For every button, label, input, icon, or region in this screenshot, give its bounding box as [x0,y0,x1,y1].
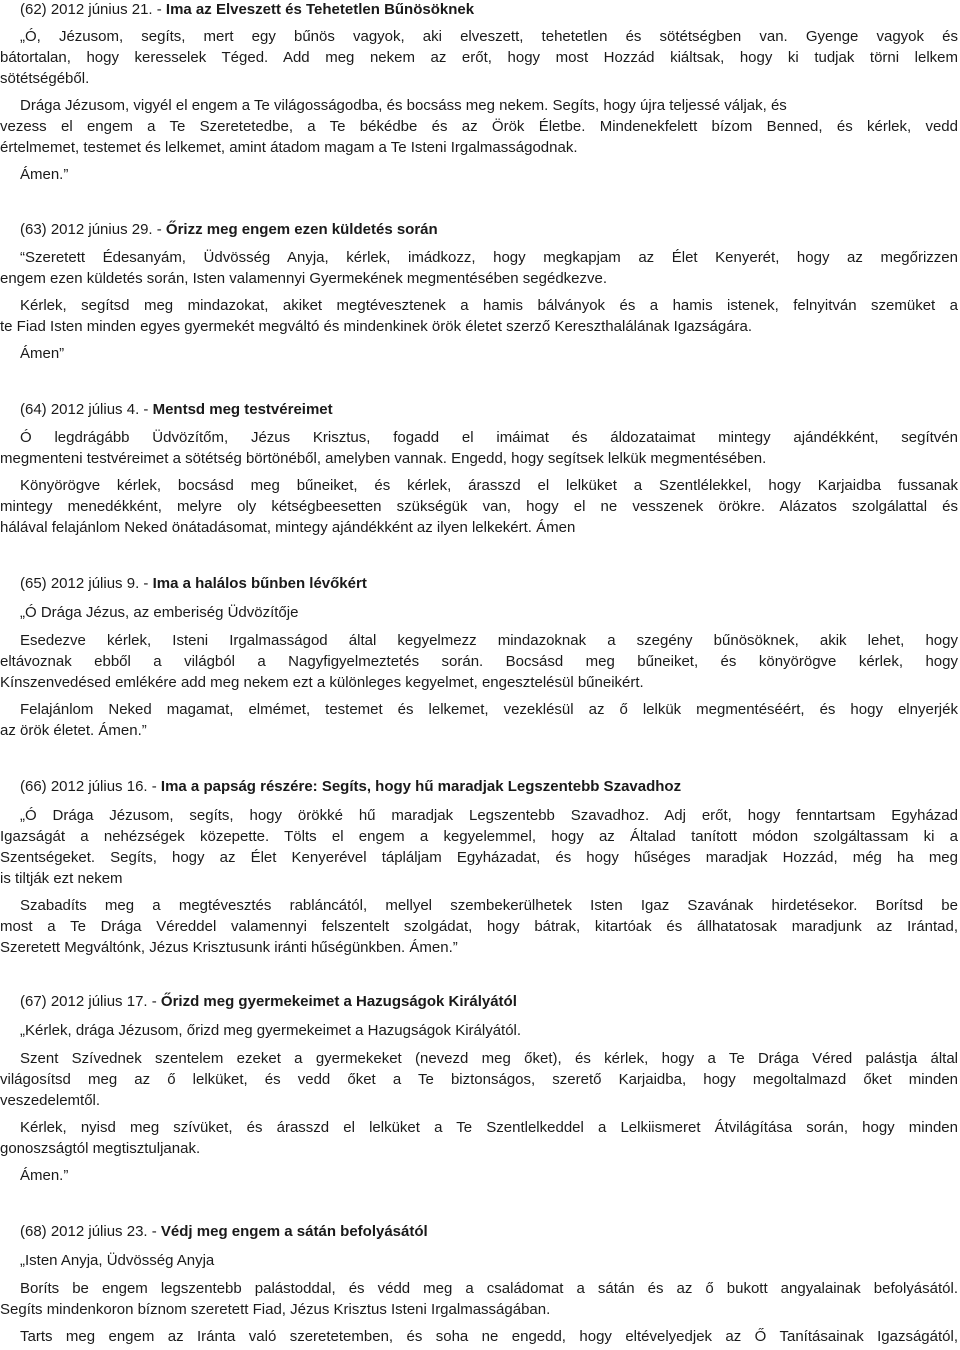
text-line: te Fiad Isten minden egyes gyermekét megváltó és mindenkinek örök életet szerző Kereszthalálának Igazságára. [0,318,753,335]
text-line: „Kérlek, drága Jézusom, őrizd meg gyermekeimet a Hazugságok Királyától. [20,1022,522,1039]
entry-heading [20,777,960,797]
entry-title: Ima az Elveszett és Tehetetlen Bűnösöknek [165,1,475,18]
text-line: az örök életet. Ámen.” [0,722,147,739]
text-line: Esedezve kérlek, Isteni Irgalmasságod által kegyelmezz mindazoknak a szegény bűnösöknek, akik lehet, hogy [20,632,958,649]
text-line: hálával felajánlom Neked önátadásomat, mintegy ajándékként az ilyen lelkekért. Ámen [0,519,576,536]
entry-date: (64) 2012 július 4. - [20,401,153,418]
entry-heading [20,1222,960,1242]
text-line: Kínszenvedésed emlékére add meg nekem ezt a különleges kegyelmet, engesztelésül bűneikért. [0,674,644,691]
text-line: Ó legdrágább Üdvözítőm, Jézus Krisztus, fogadd el imáimat és áldozataimat mintegy ajándékként, segítvén [20,429,958,446]
entry-heading [20,0,960,20]
text-line: értelmemet, testemet és lelkemet, amint átadom magam a Te Isteni Irgalmasságodnak. [0,139,578,156]
text-line: világosítsd meg az ő lelküket, és vedd őket a Te biztonságos, szerető Karjaidba, hogy megoltalmazd őket minden [0,1071,958,1088]
text-line: “Szeretett Édesanyám, Üdvösség Anyja, kérlek, imádkozz, hogy megkapjam az Élet Kenyerét, hogy az megőrizzen [20,249,958,266]
entry-date: (68) 2012 július 23. - [20,1223,161,1240]
entry-heading [20,574,960,594]
entry-date: (62) 2012 június 21. - [20,1,166,18]
text-line: Szent Szívednek szentelem ezeket a gyermekeket (nevezd meg őket), és kérlek, hogy a Te Drága Véred palástja által [20,1050,958,1067]
entry-title: Őrizd meg gyermekeimet a Hazugságok Királyától [160,993,517,1010]
entry-title: Védj meg engem a sátán befolyásától [160,1223,428,1240]
text-line: „Isten Anyja, Üdvösség Anyja [20,1252,215,1269]
text-line: „Ó Drága Jézus, az emberiség Üdvözítője [20,604,299,621]
entry-title: Ima a papság részére: Segíts, hogy hű maradjak Legszentebb Szavadhoz [160,778,682,795]
entry-date: (67) 2012 július 17. - [20,993,161,1010]
text-line: Segíts mindenkoron bíznom szeretett Fiad, Jézus Krisztus Isteni Irgalmasságában. [0,1301,551,1318]
text-line: Szeretett Megváltónk, Jézus Krisztusunk iránti hűségünkben. Ámen.” [0,939,458,956]
entry-date: (65) 2012 július 9. - [20,575,153,592]
text-line: Ámen” [20,345,65,362]
text-line: Ámen.” [20,166,69,183]
entry-date: (63) 2012 június 29. - [20,221,166,238]
text-line: mintegy menedékként, melyre oly kétségbeesetten szükségük van, hogy el ne vesszenek örökre. Alázatos szolgálattal és [0,498,958,515]
entry-heading [20,220,960,240]
text-line: Könyörögve kérlek, bocsásd meg bűneiket, és kérlek, árasszd el lelküket a Szentlélekkel, hogy Karjaidba fussanak [20,477,958,494]
entry-heading [20,400,960,420]
entry-date: (66) 2012 július 16. - [20,778,161,795]
text-line: gonoszságtól megtisztuljanak. [0,1140,201,1157]
text-line: „Ó Drága Jézusom, segíts, hogy örökké hű maradjak Legszentebb Szavadhoz. Adj erőt, hogy fenntartsam Egyházad [20,807,958,824]
entry-title: Mentsd meg testvéreimet [152,401,333,418]
text-line: most a Te Drága Véreddel valamennyi felszentelt szolgádat, hogy bátrak, kitartóak és állhatatosak maradjunk az Irántad, [0,918,958,935]
text-line: Felajánlom Neked magamat, elmémet, testemet és lelkemet, vezeklésül az ő lelkük megmentéséért, és hogy elnyerjék [20,701,958,718]
entry-title: Őrizz meg engem ezen küldetés során [165,221,438,238]
text-line: Igazságát a nehézségek közepette. Tölts el engem a kegyelemmel, hogy az Általad tanított módon szolgáltassam ki a [0,828,958,845]
text-line: Drága Jézusom, vigyél el engem a Te világosságodba, és bocsáss meg nekem. Segíts, hogy újra teljessé váljak, és [20,97,787,114]
text-line: Szentségeket. Segíts, hogy az Élet Kenyerével tápláljam Egyházadat, és hogy hűséges maradjak Hozzád, még ha meg [0,849,958,866]
text-line: Kérlek, nyisd meg szívüket, és árasszd el lelküket a Te Szentlelkeddel a Lelkiismeret Átvilágítása során, hogy minden [20,1119,958,1136]
text-line: engem ezen küldetés során, Isten valamennyi Gyermekének megmentésében segédkezve. [0,270,608,287]
text-line: is tiltják ezt nekem [0,870,123,887]
text-line: „Ó, Jézusom, segíts, mert egy bűnös vagyok, aki elveszett, tehetetlen és sötétségben van. Gyenge vagyok és [20,28,958,45]
text-line: sötétségéből. [0,70,90,87]
text-line: Kérlek, segítsd meg mindazokat, akiket megtévesztenek a hamis bálványok és a hamis istenek, felnyitván szemüket a [20,297,958,314]
text-line: megmenteni testvéreimet a sötétség börtönéből, amelyben vannak. Engedd, hogy segítsek lelkük megmentésében. [0,450,767,467]
text-line: Ámen.” [20,1167,69,1184]
text-line: veszedelemtől. [0,1092,101,1109]
entry-title: Ima a halálos bűnben lévőkért [152,575,367,592]
text-line: eltávoznak ebből a világból a Nagyfigyelmeztetés során. Bocsásd meg bűneiket, és könyörögve kérlek, hogy [0,653,958,670]
text-line: bátortalan, hogy keresselek Téged. Add meg nekem az erőt, hogy most Hozzád kiáltsak, hogy ki tudjak törni lelkem [0,49,958,66]
entry-heading [20,992,960,1012]
text-line: vezess el engem a Te Szeretetedbe, a Te békédbe és az Örök Életbe. Mindenekfelett bízom Benned, és kérlek, vedd [0,118,958,135]
text-line: Boríts be engem legszentebb palástoddal, és védd meg a családomat a sátán és az ő bukott angyalainak befolyásától. [20,1280,958,1297]
text-line: Szabadíts meg a megtévesztés rabláncától, mellyel szembekerülhetek Isten Igaz Szavának hirdetésekor. Borítsd be [20,897,958,914]
text-line: Tarts meg engem az Iránta való szeretetemben, és soha ne engedd, hogy eltévelyedjek az Ő Tanításainak Igazságától, [20,1328,958,1345]
